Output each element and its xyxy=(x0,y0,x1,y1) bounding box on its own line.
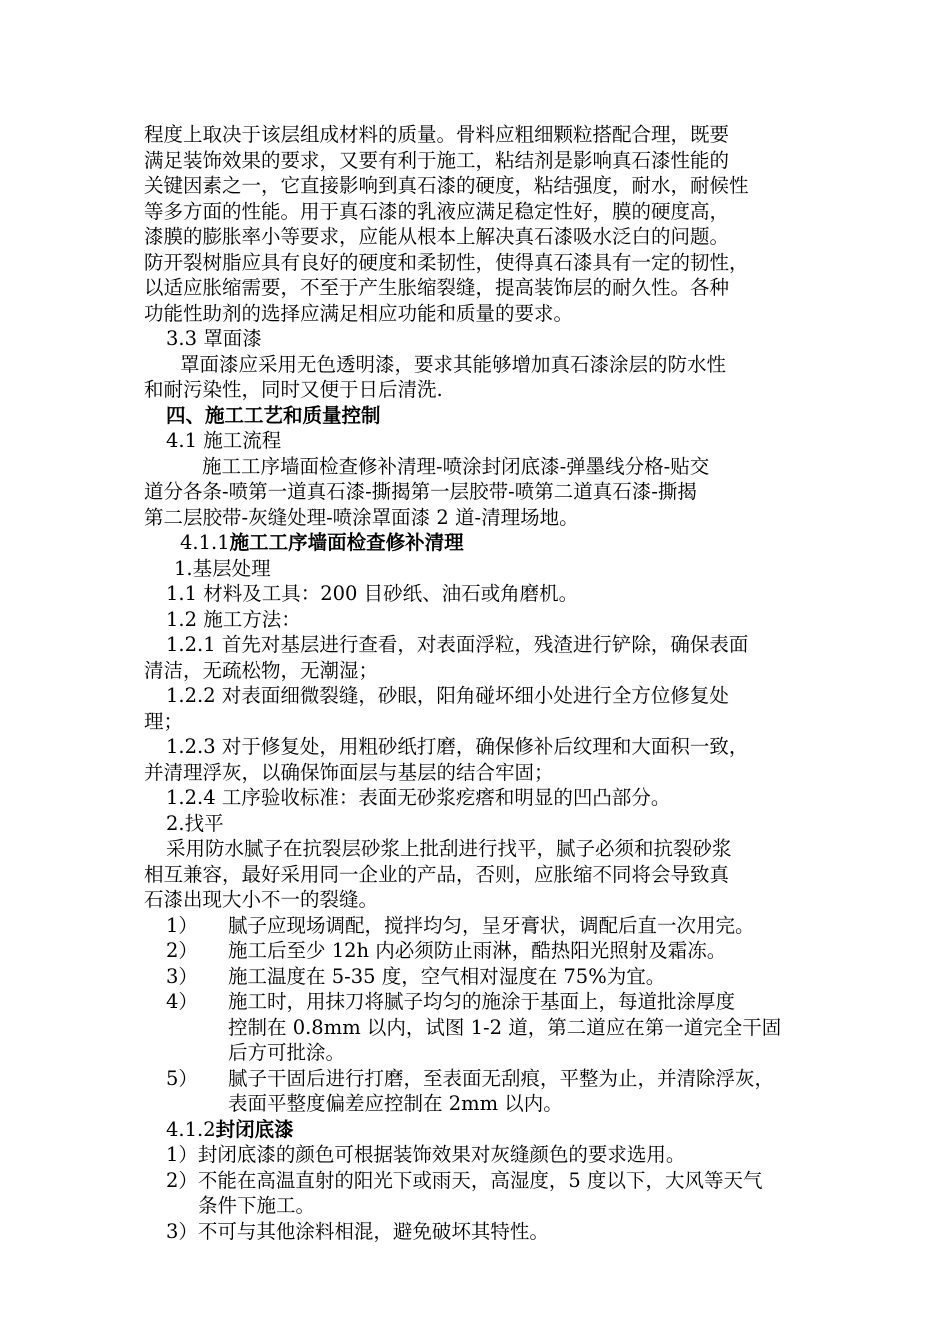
base-1-2-4: 1.2.4 工序验收标准：表面无砂浆疙瘩和明显的凹凸部分。 xyxy=(166,786,671,809)
base-1-2-2-line1: 1.2.2 对表面细微裂缝，砂眼，阳角碰坏细小处进行全方位修复处 xyxy=(166,684,729,707)
primer-item-2-line2: 条件下施工。 xyxy=(198,1194,316,1217)
text-line: 罩面漆应采用无色透明漆，要求其能够增加真石漆涂层的防水性 xyxy=(180,352,727,376)
text-line: 程度上取决于该层组成材料的质量。骨料应粗细颗粒搭配合理，既要 xyxy=(144,123,730,146)
text-line: 等多方面的性能。用于真石漆的乳液应满足稳定性好，膜的硬度高， xyxy=(144,199,730,223)
section-4-heading: 四、施工工艺和质量控制 xyxy=(166,403,381,427)
section-title: 施工工序墙面检查修补清理 xyxy=(229,531,464,554)
list-text: 腻子干固后进行打磨，至表面无刮痕，平整为止，并清除浮灰， xyxy=(228,1066,775,1090)
text-line: 满足装饰效果的要求，又要有利于施工，粘结剂是影响真石漆性能的 xyxy=(144,148,730,172)
base-1-2-1-line2: 清洁，无疏松物，无潮湿； xyxy=(144,658,379,682)
section-4-1-1-heading xyxy=(144,530,816,556)
list-item xyxy=(144,1066,816,1117)
list-text: 施工温度在 5-35 度，空气相对湿度在 75%为宜。 xyxy=(228,964,666,988)
base-1-2-3-line1: 1.2.3 对于修复处，用粗砂纸打磨，确保修补后纹理和大面积一致， xyxy=(166,735,749,758)
section-4-1-2-heading xyxy=(144,1117,816,1143)
list-number: 4） xyxy=(166,990,198,1013)
text-line: 采用防水腻子在抗裂层砂浆上批刮进行找平，腻子必须和抗裂砂浆 xyxy=(166,837,732,860)
list-text: 控制在 0.8mm 以内，试图 1-2 道，第二道应在第一道完全干固 xyxy=(228,1015,782,1039)
intro-paragraph xyxy=(144,122,816,326)
text-line: 第二层胶带-灰缝处理-喷涂罩面漆 2 道-清理场地。 xyxy=(144,505,579,529)
section-title: 封闭底漆 xyxy=(215,1117,294,1141)
primer-item-2-line1: 2）不能在高温直射的阳光下或雨天，高湿度，5 度以下，大风等天气 xyxy=(166,1168,763,1192)
primer-item-1: 1）封闭底漆的颜色可根据装饰效果对灰缝颜色的要求选用。 xyxy=(166,1143,686,1166)
primer-item-3: 3）不可与其他涂料相混，避免破坏其特性。 xyxy=(166,1219,549,1243)
list-item xyxy=(144,989,816,1066)
section-4-1-title: 4.1 施工流程 xyxy=(166,429,282,452)
list-text: 后方可批涂。 xyxy=(228,1041,346,1064)
list-text: 施工后至少 12h 内必须防止雨淋，酷热阳光照射及霜冻。 xyxy=(228,939,727,962)
section-number: 4.1.1 xyxy=(180,531,230,554)
section-3-3-paragraph xyxy=(144,352,816,403)
base-1-2-3-line2: 并清理浮灰，以确保饰面层与基层的结合牢固； xyxy=(144,760,554,784)
text-line: 施工工序墙面检查修补清理-喷涂封闭底漆-弹墨线分格-贴交 xyxy=(202,454,710,478)
text-line: 防开裂树脂应具有良好的硬度和柔韧性，使得真石漆具有一定的韧性， xyxy=(144,250,749,274)
text-line: 相互兼容，最好采用同一企业的产品，否则，应胀缩不同将会导致真 xyxy=(144,862,730,886)
text-line: 石漆出现大小不一的裂缝。 xyxy=(144,888,379,911)
list-text: 腻子应现场调配，搅拌均匀，呈牙膏状，调配后直一次用完。 xyxy=(228,913,755,937)
list-item xyxy=(144,913,816,939)
text-line: 道分各条-喷第一道真石漆-撕揭第一层胶带-喷第二道真石漆-撕揭 xyxy=(144,480,697,503)
list-item xyxy=(144,938,816,964)
text-line: 以适应胀缩需要，不至于产生胀缩裂缝，提高装饰层的耐久性。各种 xyxy=(144,276,730,299)
text-line: 和耐污染性，同时又便于日后清洗. xyxy=(144,378,443,401)
base-1-1: 1.1 材料及工具：200 目砂纸、油石或角磨机。 xyxy=(166,582,579,605)
base-1-2: 1.2 施工方法： xyxy=(166,607,301,631)
list-text: 施工时，用抹刀将腻子均匀的施涂于基面上，每道批涂厚度 xyxy=(228,990,736,1013)
list-text: 表面平整度偏差应控制在 2mm 以内。 xyxy=(228,1092,563,1115)
text-line: 关键因素之一，它直接影响到真石漆的硬度，粘结强度，耐水，耐候性 xyxy=(144,174,749,197)
base-treatment-title: 1.基层处理 xyxy=(174,556,271,580)
section-number: 4.1.2 xyxy=(166,1117,216,1141)
text-line: 功能性助剂的选择应满足相应功能和质量的要求。 xyxy=(144,301,574,325)
section-4-1-paragraph xyxy=(144,454,816,531)
list-item xyxy=(144,964,816,990)
list-number: 2） xyxy=(166,939,198,962)
base-1-2-1-line1: 1.2.1 首先对基层进行查看，对表面浮粒，残渣进行铲除，确保表面 xyxy=(166,633,749,656)
section-3-3-title: 3.3 罩面漆 xyxy=(166,327,262,350)
document-page xyxy=(144,122,816,1244)
list-number: 3） xyxy=(166,964,198,988)
leveling-title: 2.找平 xyxy=(166,811,224,835)
text-line: 漆膜的膨胀率小等要求，应能从根本上解决真石漆吸水泛白的问题。 xyxy=(144,225,730,248)
list-number: 1） xyxy=(166,913,198,937)
list-number: 5） xyxy=(166,1066,198,1090)
leveling-paragraph xyxy=(144,836,816,913)
base-1-2-2-line2: 理； xyxy=(144,709,184,733)
